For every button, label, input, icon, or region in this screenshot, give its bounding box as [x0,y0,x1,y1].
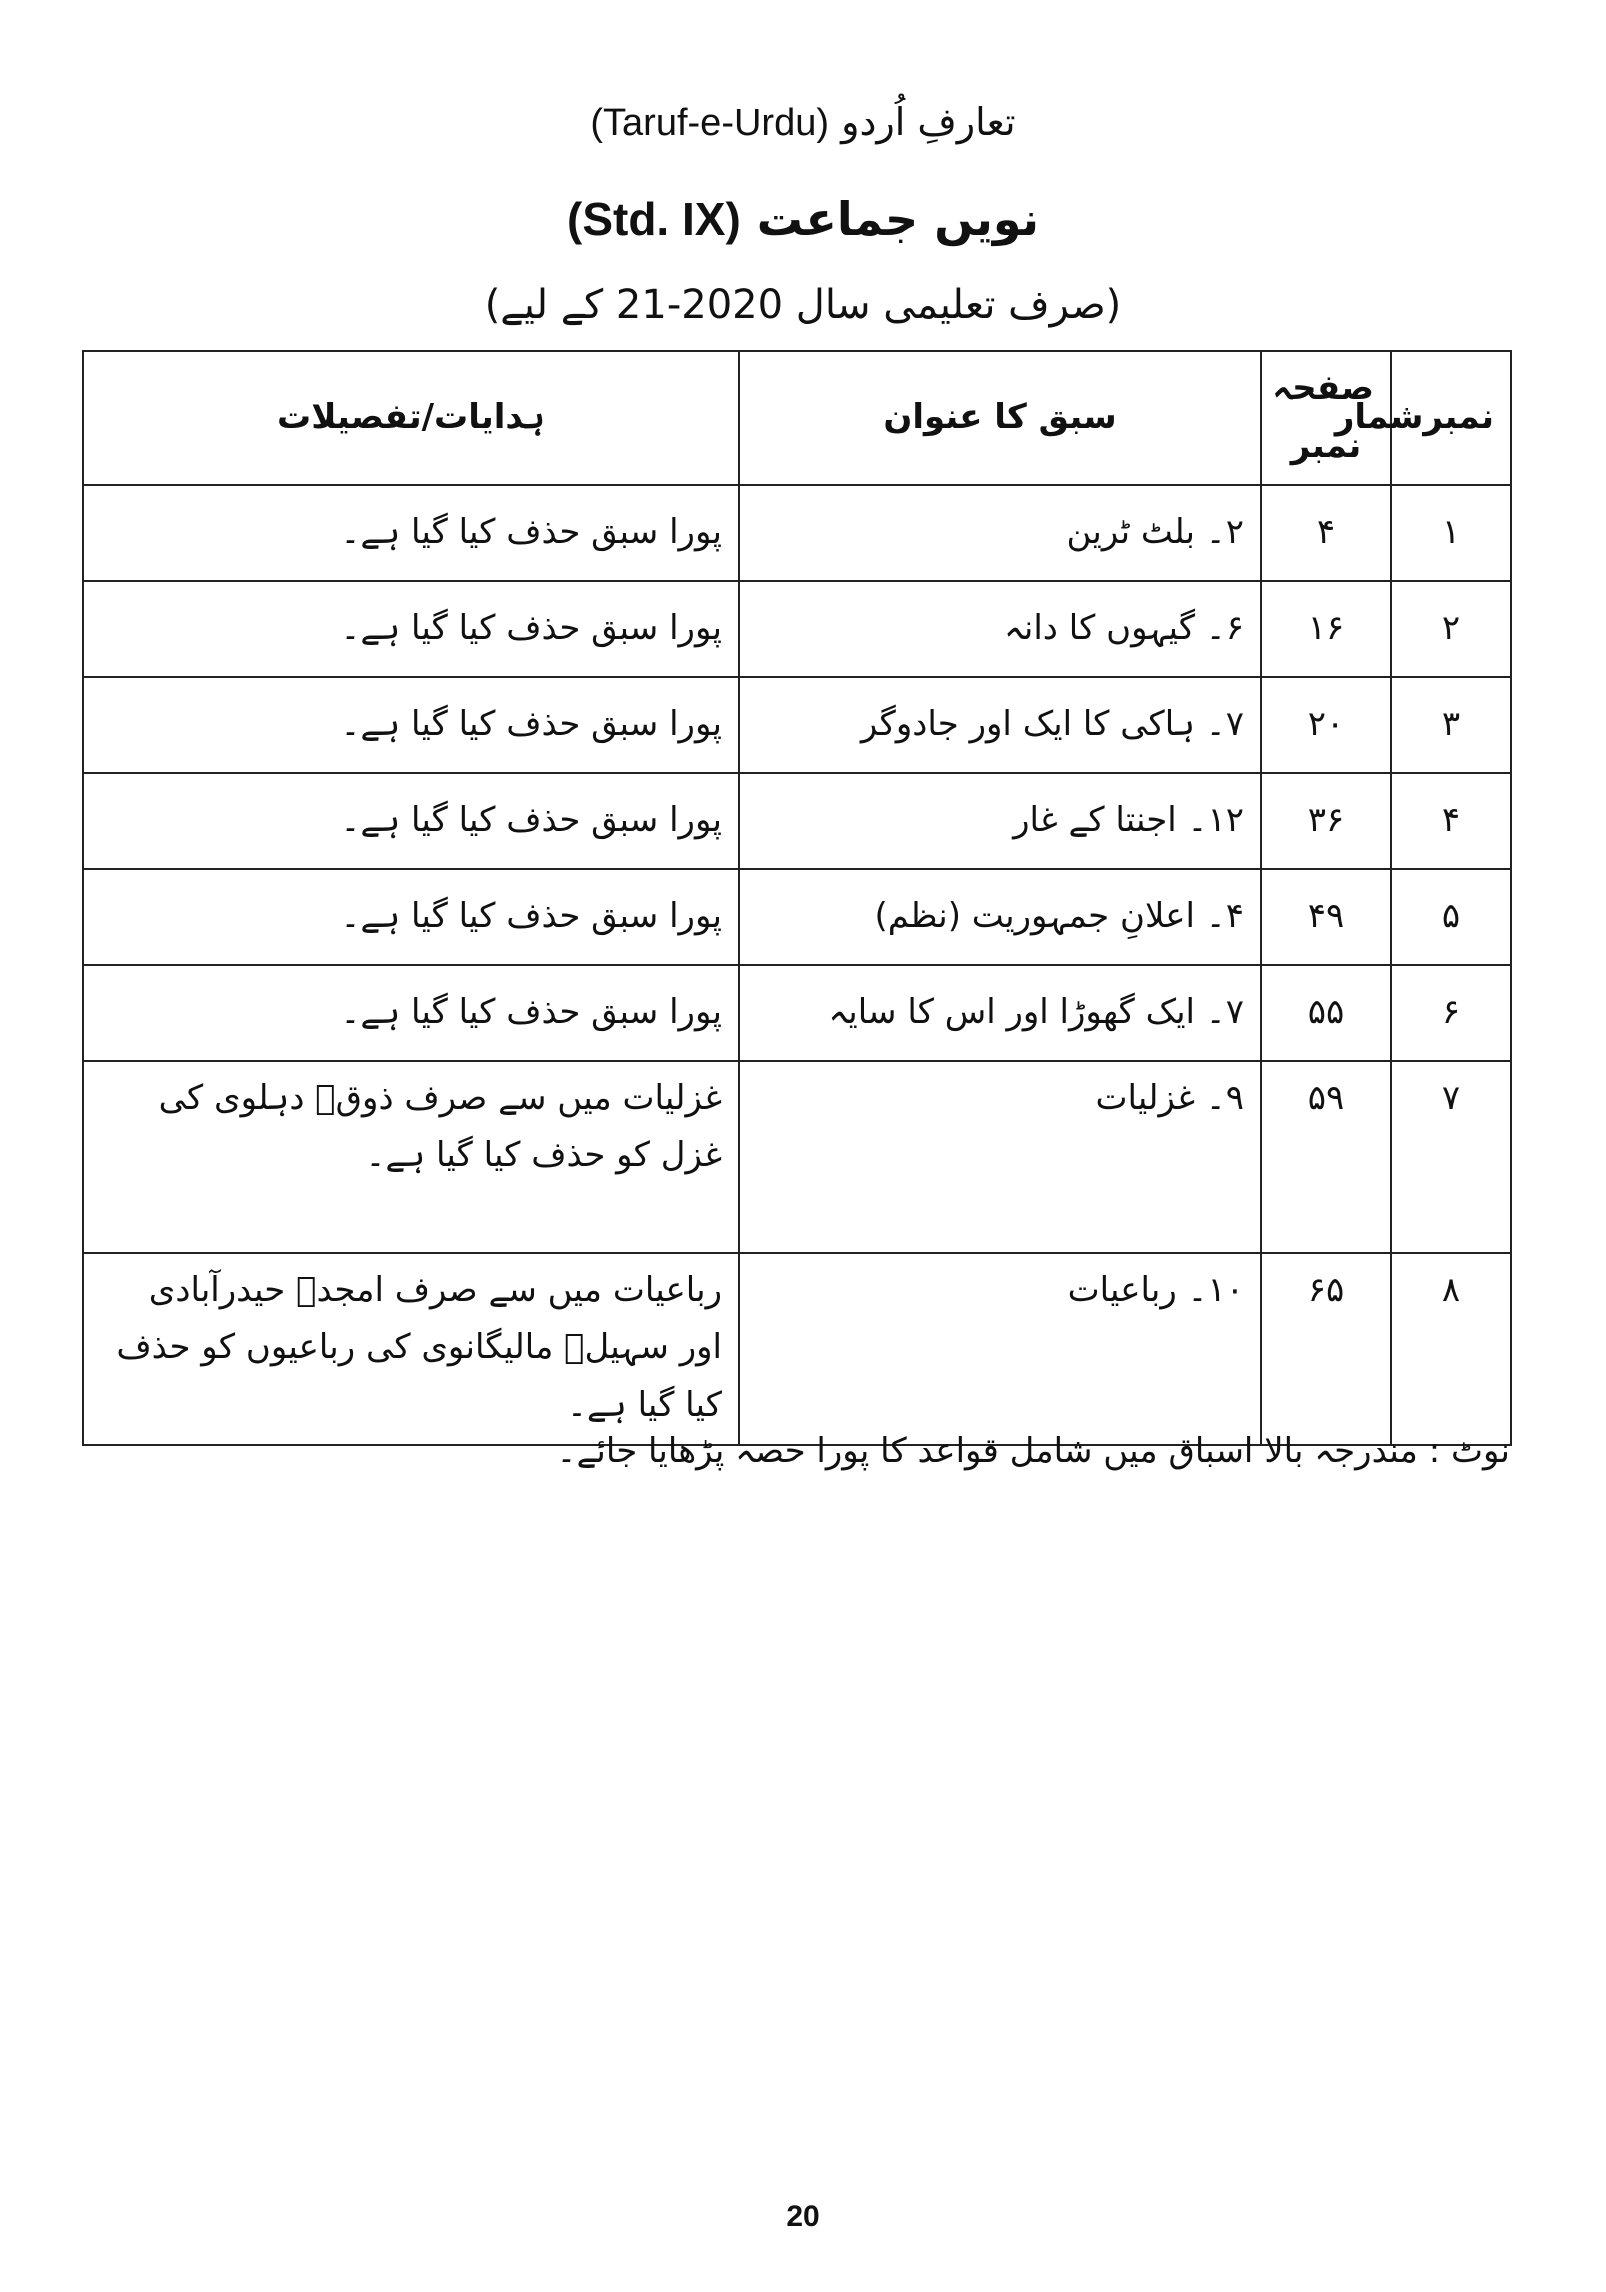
subject-title-latin: (Taruf-e-Urdu) [590,102,829,144]
class-title [0,192,1606,246]
table-row [83,485,1511,581]
cell-page: ۶۵ [1261,1253,1391,1445]
page-number: 20 [786,2200,820,2233]
cell-page: ۲۰ [1261,677,1391,773]
cell-serial: ۳ [1391,677,1511,773]
cell-lesson: ۶۔ گیہوں کا دانہ [739,581,1261,677]
cell-details: پورا سبق حذف کیا گیا ہے۔ [83,581,739,677]
cell-serial: ۲ [1391,581,1511,677]
table-row [83,677,1511,773]
cell-serial: ۴ [1391,773,1511,869]
table-row [83,1253,1511,1445]
table-header-row [83,351,1511,485]
cell-lesson: ۴۔ اعلانِ جمہوریت (نظم) [739,869,1261,965]
cell-details: غزلیات میں سے صرف ذوقؔ دہلوی کی غزل کو حذف کیا گیا ہے۔ [83,1061,739,1253]
footnote: نوٹ : مندرجہ بالا اسباق میں شامل قواعد کا پورا حصہ پڑھایا جائے۔ [556,1431,1510,1471]
cell-page: ۴۹ [1261,869,1391,965]
cell-lesson: ۱۰۔ رباعیات [739,1253,1261,1445]
cell-serial: ۷ [1391,1061,1511,1253]
cell-page: ۵۹ [1261,1061,1391,1253]
table-row [83,869,1511,965]
header-serial: نمبرشمار [1391,351,1511,485]
cell-lesson: ۹۔ غزلیات [739,1061,1261,1253]
table-row [83,773,1511,869]
table-row [83,965,1511,1061]
cell-page: ۳۶ [1261,773,1391,869]
cell-serial: ۸ [1391,1253,1511,1445]
table-row [83,581,1511,677]
class-title-urdu: نویں جماعت [756,192,1039,246]
cell-serial: ۶ [1391,965,1511,1061]
subject-title [0,100,1606,145]
cell-details: پورا سبق حذف کیا گیا ہے۔ [83,485,739,581]
cell-lesson: ۱۲۔ اجنتا کے غار [739,773,1261,869]
class-title-latin: (Std. IX) [567,193,741,245]
cell-serial: ۵ [1391,869,1511,965]
header-page: صفحہ نمبر [1261,351,1391,485]
header-details: ہدایات/تفصیلات [83,351,739,485]
subject-title-urdu: تعارفِ اُردو [841,100,1016,144]
academic-year-line: (صرف تعلیمی سال 2020-21 کے لیے) [484,282,1122,328]
cell-details: پورا سبق حذف کیا گیا ہے۔ [83,965,739,1061]
cell-details: پورا سبق حذف کیا گیا ہے۔ [83,869,739,965]
cell-serial: ۱ [1391,485,1511,581]
syllabus-table [82,350,1512,1446]
cell-page: ۴ [1261,485,1391,581]
cell-page: ۱۶ [1261,581,1391,677]
cell-lesson: ۲۔ بلٹ ٹرین [739,485,1261,581]
cell-page: ۵۵ [1261,965,1391,1061]
cell-details: پورا سبق حذف کیا گیا ہے۔ [83,773,739,869]
cell-details: رباعیات میں سے صرف امجدؔ حیدرآبادی اور سہیلؔ مالیگانوی کی رباعیوں کو حذف کیا گیا ہے۔ [83,1253,739,1445]
cell-lesson: ۷۔ ایک گھوڑا اور اس کا سایہ [739,965,1261,1061]
header-lesson: سبق کا عنوان [739,351,1261,485]
cell-details: پورا سبق حذف کیا گیا ہے۔ [83,677,739,773]
cell-lesson: ۷۔ ہاکی کا ایک اور جادوگر [739,677,1261,773]
table-row [83,1061,1511,1253]
